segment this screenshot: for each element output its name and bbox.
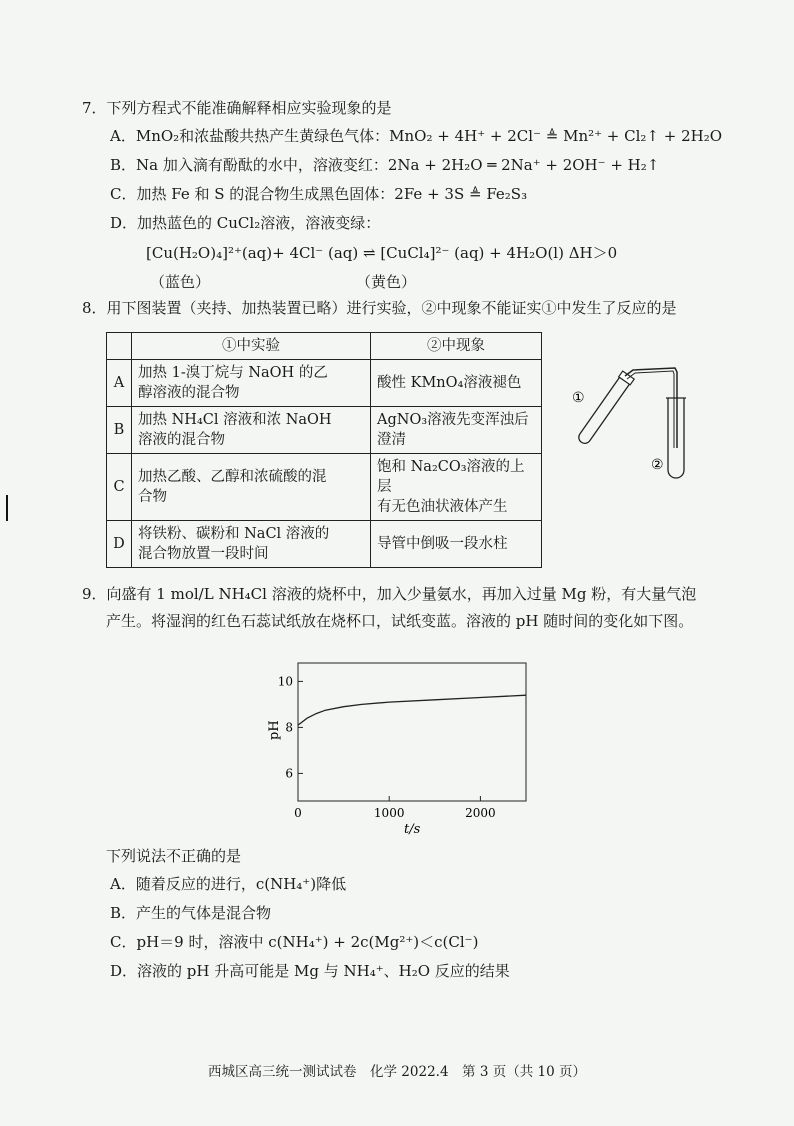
chart-frame [298, 663, 526, 801]
q8-row-observation-line2: 澄清 [377, 432, 406, 448]
q8-header-observation: ②中现象 [371, 333, 542, 360]
q8-header-experiment: ①中实验 [132, 333, 371, 360]
test-tube-2 [668, 398, 684, 478]
apparatus-diagram [555, 358, 705, 493]
test-tube-1 [576, 371, 635, 446]
page-footer: 西城区高三统一测试试卷 化学 2022.4 第 3 页（共 10 页） [208, 1064, 586, 1080]
q8-table-header [107, 333, 542, 360]
y-tick-label: 6 [285, 766, 293, 781]
q8-row-experiment-line2: 混合物放置一段时间 [138, 546, 269, 562]
q9-stem-line2: 产生。将湿润的红色石蕊试纸放在烧杯口，试纸变蓝。溶液的 pH 随时间的变化如下图。 [106, 612, 694, 630]
q8-row-key: A [107, 360, 132, 407]
q9-option-c: C．pH＝9 时，溶液中 c(NH₄⁺) + 2c(Mg²⁺)＜c(Cl⁻) [110, 933, 479, 951]
q8-row-observation-line2: 有无色油状液体产生 [377, 499, 508, 515]
q8-row-observation-line1: 导管中倒吸一段水柱 [377, 536, 508, 552]
table-row [107, 360, 542, 407]
delivery-tube-inner [627, 371, 674, 448]
q7-option-d: D．加热蓝色的 CuCl₂溶液，溶液变绿： [110, 214, 381, 232]
x-tick-label: 1000 [373, 806, 405, 820]
q9-option-a: A．随着反应的进行，c(NH₄⁺)降低 [110, 875, 347, 893]
q8-row-experiment-line2: 合物 [138, 489, 167, 505]
ph-chart [262, 655, 542, 835]
q7-option-d-equation: [Cu(H₂O)₄]²⁺(aq)+ 4Cl⁻ (aq) ⇌ [CuCl₄]²⁻ (aq) + 4H₂O(l) ΔH＞0 [146, 244, 618, 262]
q8-row-experiment [132, 521, 371, 568]
q8-row-experiment-line1: 加热 NH₄Cl 溶液和浓 NaOH [138, 412, 332, 428]
q8-row-experiment-line1: 将铁粉、碳粉和 NaCl 溶液的 [138, 526, 330, 542]
table-row [107, 407, 542, 454]
q8-row-experiment-line2: 醇溶液的混合物 [138, 385, 240, 401]
q9-option-b: B．产生的气体是混合物 [110, 904, 272, 922]
table-row [107, 454, 542, 521]
y-tick-label: 8 [285, 720, 293, 735]
q8-row-observation-line1: 酸性 KMnO₄溶液褪色 [377, 375, 522, 391]
x-axis-label: t/s [404, 822, 421, 835]
q8-row-experiment-line1: 加热乙酸、乙醇和浓硫酸的混 [138, 469, 327, 485]
q8-row-observation [371, 521, 542, 568]
q7-label-yellow: （黄色） [356, 273, 417, 291]
q8-row-observation-line1: 饱和 Na₂CO₃溶液的上层 [377, 459, 525, 495]
q8-row-experiment [132, 360, 371, 407]
y-tick-label: 10 [277, 674, 293, 689]
q7-option-b: B．Na 加入滴有酚酞的水中，溶液变红：2Na + 2H₂O ═ 2Na⁺ + 2OH⁻ + H₂↑ [110, 156, 660, 174]
q7-option-c: C．加热 Fe 和 S 的混合物生成黑色固体：2Fe + 3S ≜ Fe₂S₃ [110, 185, 528, 203]
q7-label-blue: （蓝色） [150, 273, 211, 291]
q8-row-key: B [107, 407, 132, 454]
label-tube-1: ① [572, 390, 585, 406]
q8-row-experiment-line1: 加热 1-溴丁烷与 NaOH 的乙 [138, 365, 328, 381]
label-tube-2: ② [651, 457, 664, 473]
q8-header-key [107, 333, 132, 360]
q7-stem: 7．下列方程式不能准确解释相应实验现象的是 [82, 99, 392, 117]
q9-stem-line1: 9．向盛有 1 mol/L NH₄Cl 溶液的烧杯中，加入少量氨水，再加入过量 Mg 粉，有大量气泡 [82, 585, 697, 603]
q8-row-observation-line1: AgNO₃溶液先变浑浊后 [377, 412, 529, 428]
margin-mark [6, 495, 8, 521]
q8-stem: 8．用下图装置（夹持、加热装置已略）进行实验，②中现象不能证实①中发生了反应的是 [82, 299, 677, 317]
q8-table [106, 332, 542, 568]
q8-row-observation [371, 454, 542, 521]
q9-option-d: D．溶液的 pH 升高可能是 Mg 与 NH₄⁺、H₂O 反应的结果 [110, 962, 510, 980]
q8-row-experiment [132, 454, 371, 521]
x-tick-label: 2000 [465, 806, 496, 820]
q8-row-experiment-line2: 溶液的混合物 [138, 432, 225, 448]
q9-prompt: 下列说法不正确的是 [106, 847, 242, 865]
q8-row-observation [371, 360, 542, 407]
x-tick-label: 0 [294, 806, 302, 820]
q8-row-observation [371, 407, 542, 454]
series-line-ph [298, 695, 526, 725]
q8-row-key: D [107, 521, 132, 568]
y-axis-label: pH [267, 720, 282, 740]
q8-row-key: C [107, 454, 132, 521]
q7-option-a: A．MnO₂和浓盐酸共热产生黄绿色气体：MnO₂ + 4H⁺ + 2Cl⁻ ≜ Mn²⁺ + Cl₂↑ + 2H₂O [110, 127, 723, 145]
table-row [107, 521, 542, 568]
q8-row-experiment [132, 407, 371, 454]
